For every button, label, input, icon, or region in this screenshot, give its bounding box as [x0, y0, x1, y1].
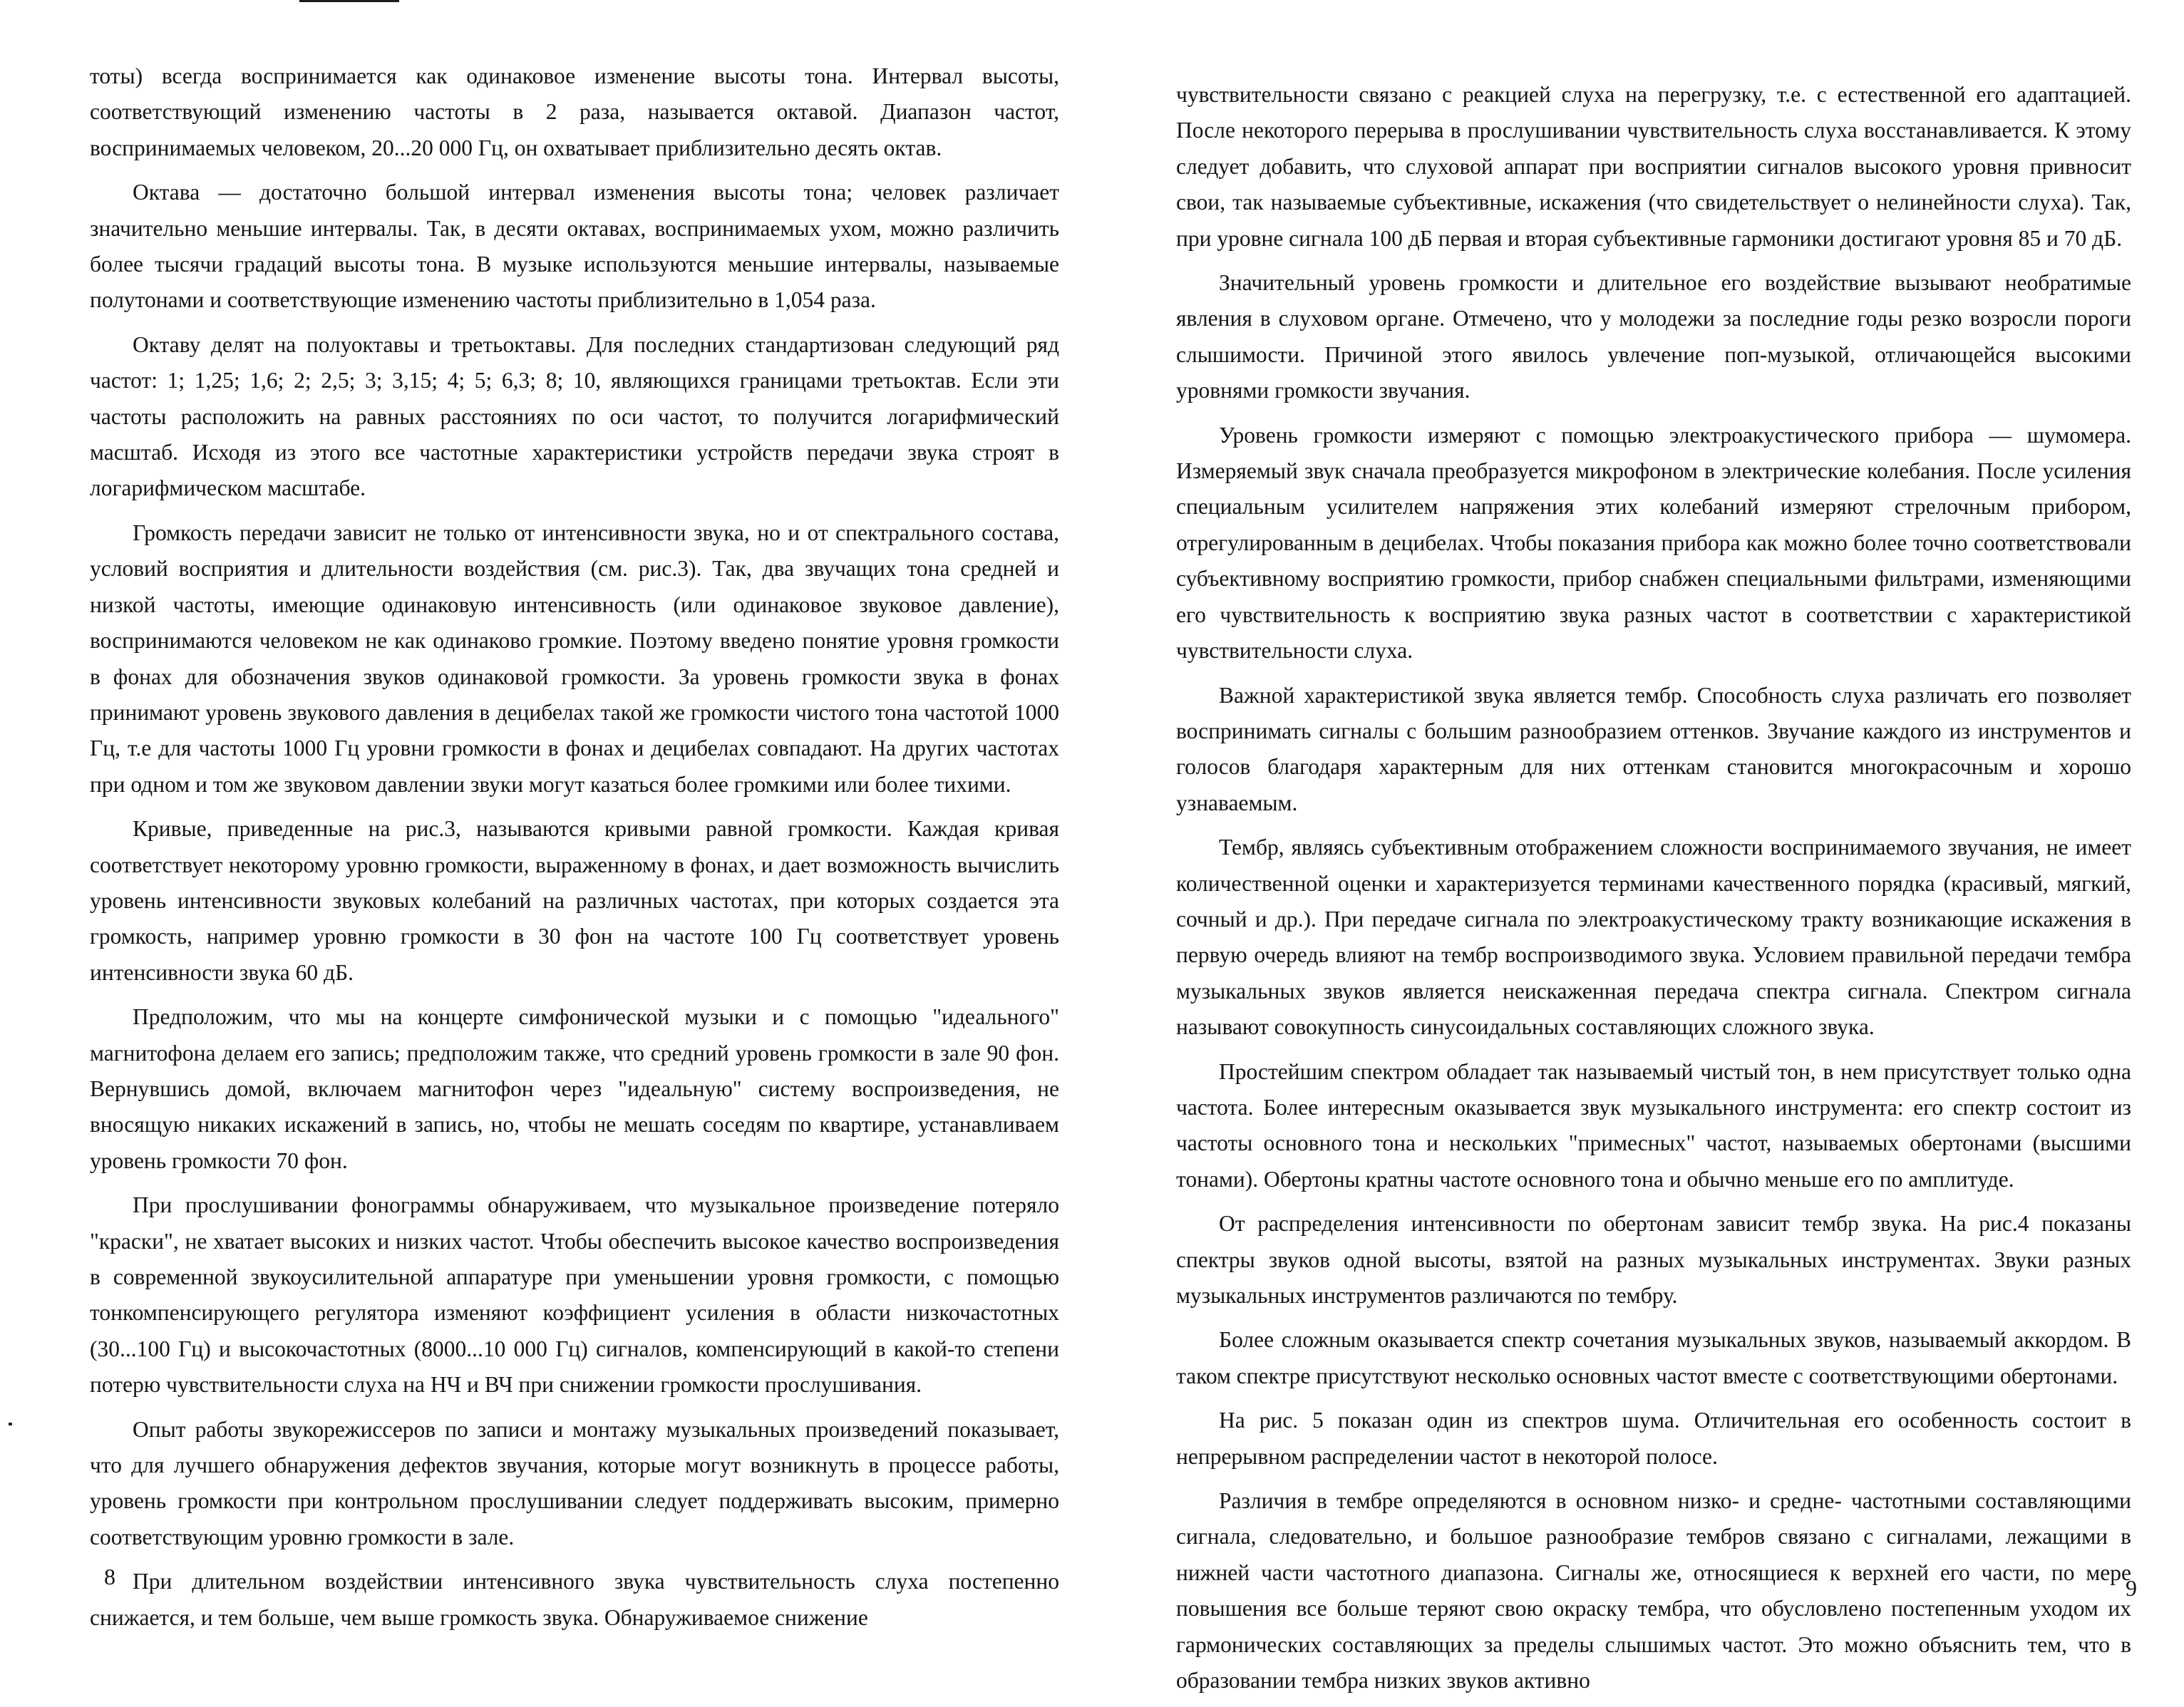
- paragraph: Простейшим спектром обладает так называемый чистый тон, в нем присутствует только одна частота. Более интересным оказывается звук музыкального инструмента: его спектр состоит из частоты основного тона и нескольких "примесных" частот, называемых обертонами (высшими тонами). Обертоны кратны частоте основного тона и обычно меньше его по амплитуде.: [1176, 1058, 2131, 1192]
- right-page-number: 9: [2126, 1575, 2137, 1601]
- paragraph: На рис. 5 показан один из спектров шума. Отличительная его особенность состоит в непрерывном распределении частот в некоторой полосе.: [1176, 1408, 2131, 1469]
- paragraph: Громкость передачи зависит не только от интенсивности звука, но и от спектрального состава, условий восприятия и длительности воздействия (см. рис.3). Так, два звучащих тона средней и низкой частоты, имеющие одинаковую интенсивность (или одинаковое звуковое давление), воспринимаются человеком не как одинаково громкие. Поэтому введено понятие уровня громкости в фонах для обозначения звуков одинаковой громкости. За уровень громкости звука в фонах принимают уровень звукового давления в децибелах такой же громкости чистого тона частотой 1000 Гц, т.е для частоты 1000 Гц уровни громкости в фонах и децибелах совпадают. На других частотах при одном и том же звуковом давлении звуки могут казаться более громкими или более тихими.: [90, 520, 1059, 797]
- paragraph: Тембр, являясь субъективным отображением сложности воспринимаемого звучания, не имеет количественной оценки и характеризуется терминами качественного порядка (красивый, мягкий, сочный и др.). При передаче сигнала по электроакустическому тракту возникающие искажения в первую очередь влияют на тембр воспроизводимого звука. Условием правильной передачи тембра музыкальных звуков является неискаженная передача спектра сигнала. Спектром сигнала называют совокупность синусоидальных составляющих сложного звука.: [1176, 835, 2131, 1040]
- margin-speck: [9, 1423, 12, 1425]
- paragraph: Опыт работы звукорежиссеров по записи и монтажу музыкальных произведений показывает, что для лучшего обнаружения дефектов звучания, которые могут возникнуть в процессе работы, уровень громкости при контрольном прослушивании следует поддерживать высоким, примерно соответствующим уровню громкости в зале.: [90, 1416, 1059, 1549]
- paragraph: Предположим, что мы на концерте симфонической музыки и с помощью "идеального" магнитофона делаем его запись; предположим также, что средний уровень громкости в зале 90 фон. Вернувшись домой, включаем магнитофон через "идеальную" систему воспроизведения, не вносящую никаких искажений в запись, но, чтобы не мешать соседям по квартире, устанавливаем уровень громкости 70 фон.: [90, 1004, 1059, 1173]
- paragraph: Важной характеристикой звука является тембр. Способность слуха различать его позволяет воспринимать сигналы с большим разнообразием оттенков. Звучание каждого из инструментов и голосов благодаря характерным для них оттенкам становится многокрасочным и хорошо узнаваемым.: [1176, 682, 2131, 815]
- paragraph: Уровень громкости измеряют с помощью электроакустического прибора — шумомера. Измеряемый звук сначала преобразуется микрофоном в электрические колебания. После усиления специальным усилителем напряжения этих колебаний измеряют стрелочным прибором, отрегулированным в децибелах. Чтобы показания прибора как можно более точно соответствовали субъективному восприятию громкости, прибор снабжен специальными фильтрами, изменяющими его чувствительность к восприятию звука разных частот в соответствии с характеристикой чувствительности слуха.: [1176, 422, 2131, 664]
- paragraph: Кривые, приведенные на рис.3, называются кривыми равной громкости. Каждая кривая соответствует некоторому уровню громкости, выраженному в фонах, и дает возможность вычислить уровень интенсивности звуковых колебаний на различных частотах, при которых создается эта громкость, например уровню громкости в 30 фон на частоте 100 Гц соответствует уровень интенсивности звука 60 дБ.: [90, 816, 1059, 985]
- paragraph: При длительном воздействии интенсивного звука чувствительность слуха постепенно снижается, и тем больше, чем выше громкость звука. Обнаруживаемое снижение: [90, 1569, 1059, 1630]
- top-edge-rule: [299, 0, 399, 2]
- left-page-text: [90, 58, 1059, 1644]
- paragraph: Октава — достаточно большой интервал изменения высоты тона; человек различает значительно меньшие интервалы. Так, в десяти октавах, воспринимаемых ухом, можно различить более тысячи градаций высоты тона. В музыке используются меньшие интервалы, называемые полутонами и соответствующие изменению частоты приблизительно в 1,054 раза.: [90, 180, 1059, 313]
- paragraph: чувствительности связано с реакцией слуха на перегрузку, т.е. с естественной его адаптацией. После некоторого перерыва в прослушивании чувствительность слуха восстанавливается. К этому следует добавить, что слуховой аппарат при восприятии сигналов высокого уровня привносит свои, так называемые субъективные, искажения (что свидетельствует о нелинейности слуха). Так, при уровне сигнала 100 дБ первая и вторая субъективные гармоники достигают уровня 85 и 70 дБ.: [1176, 82, 2131, 251]
- paragraph: Значительный уровень громкости и длительное его воздействие вызывают необратимые явления в слуховом органе. Отмечено, что у молодежи за последние годы резко возросли пороги слышимости. Причиной этого явилось увлечение поп-музыкой, отличающейся высокими уровнями громкости звучания.: [1176, 270, 2131, 403]
- paragraph: При прослушивании фонограммы обнаруживаем, что музыкальное произведение потеряло "краски", не хватает высоких и низких частот. Чтобы обеспечить высокое качество воспроизведения в современной звукоусилительной аппаратуре при уменьшении уровня громкости, с помощью тонкомпенсирующего регулятора изменяют коэффициент усиления в области низкочастотных (30...100 Гц) и высокочастотных (8000...10 000 Гц) сигналов, компенсирующий в какой-то степени потерю чувствительности слуха на НЧ и ВЧ при снижении громкости прослушивания.: [90, 1192, 1059, 1398]
- paragraph: тоты) всегда воспринимается как одинаковое изменение высоты тона. Интервал высоты, соответствующий изменению частоты в 2 раза, называется октавой. Диапазон частот, воспринимаемых человеком, 20...20 000 Гц, он охватывает приблизительно десять октав.: [90, 63, 1059, 160]
- paragraph: От распределения интенсивности по обертонам зависит тембр звука. На рис.4 показаны спектры звуков одной высоты, взятой на разных музыкальных инструментах. Звуки разных музыкальных инструментов различаются по тембру.: [1176, 1211, 2131, 1308]
- left-page-number: 8: [104, 1564, 115, 1589]
- paragraph: Различия в тембре определяются в основном низко- и средне- частотными составляющими сигнала, следовательно, и большое разнообразие тембров связано с сигналами, лежащими в нижней части частотного диапазона. Сигналы же, относящиеся к верхней его части, по мере повышения все больше теряют свою окраску тембра, что обусловлено постепенным уходом их гармонических составляющих за пределы слышимых частот. Это можно объяснить тем, что в образовании тембра низких звуков активно: [1176, 1488, 2131, 1693]
- paragraph: Более сложным оказывается спектр сочетания музыкальных звуков, называемый аккордом. В таком спектре присутствуют несколько основных частот вместе с соответствующими обертонами.: [1176, 1327, 2131, 1388]
- paragraph: Октаву делят на полуоктавы и третьоктавы. Для последних стандартизован следующий ряд частот: 1; 1,25; 1,6; 2; 2,5; 3; 3,15; 4; 5; 6,3; 8; 10, являющихся границами третьоктав. Если эти частоты расположить на равных расстояниях по оси частот, то получится логарифмический масштаб. Исходя из этого все частотные характеристики устройств передачи звука строят в логарифмическом масштабе.: [90, 331, 1059, 501]
- right-page-text: [1176, 77, 2131, 1707]
